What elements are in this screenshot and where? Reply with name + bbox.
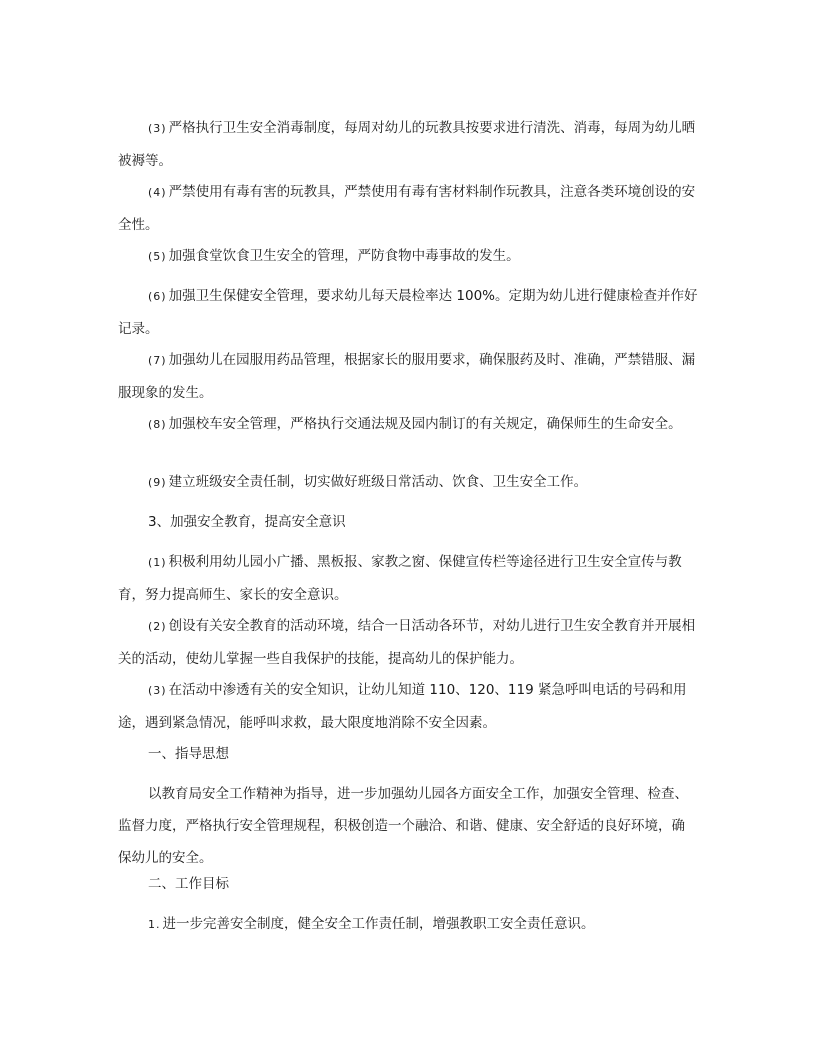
item-number: (7) [148, 354, 167, 367]
heading-text: 3、加强安全教育，提高安全意识 [148, 514, 346, 530]
paragraph-item-9 [118, 466, 698, 499]
item-number: (2) [148, 620, 167, 633]
paragraph-item-6 [118, 280, 698, 345]
paragraph-item-1 [118, 546, 698, 611]
paragraph-text: 在活动中渗透有关的安全知识，让幼儿知道 110、120、119 紧急呼叫电话的号码和用途，遇到紧急情况，能呼叫求救，最大限度地消除不安全因素。 [118, 682, 687, 731]
paragraph-guiding-ideology [118, 778, 698, 874]
paragraph-text: 创设有关安全教育的活动环境，结合一日活动各环节，对幼儿进行卫生安全教育并开展相关的活动，使幼儿掌握一些自我保护的技能，提高幼儿的保护能力。 [118, 618, 696, 667]
paragraph-text: 加强食堂饮食卫生安全的管理，严防食物中毒事故的发生。 [168, 248, 520, 264]
paragraph-text: 加强卫生保健安全管理，要求幼儿每天晨检率达 100%。定期为幼儿进行健康检查并作好记录。 [118, 288, 698, 337]
paragraph-text: 进一步完善安全制度，健全安全工作责任制，增强教职工安全责任意识。 [162, 916, 595, 932]
item-number: (1) [148, 556, 167, 569]
section-heading-safety-education [148, 506, 346, 538]
item-number: 1. [148, 918, 161, 931]
item-number: (6) [148, 290, 167, 303]
paragraph-text: 积极利用幼儿园小广播、黑板报、家教之窗、保健宣传栏等途径进行卫生安全宣传与教育，努力提高师生、家长的安全意识。 [118, 554, 682, 603]
heading-text: 一、指导思想 [148, 746, 229, 762]
paragraph-text: 严禁使用有毒有害的玩教具，严禁使用有毒有害材料制作玩教具，注意各类环境创设的安全性。 [118, 184, 696, 233]
paragraph-item-3 [118, 112, 698, 177]
paragraph-text: 以教育局安全工作精神为指导，进一步加强幼儿园各方面安全工作，加强安全管理、检查、监督力度，严格执行安全管理规程，积极创造一个融洽、和谐、健康、安全舒适的良好环境，确保幼儿的安全。 [118, 786, 688, 866]
item-number: (3) [148, 122, 167, 135]
item-number: (4) [148, 186, 167, 199]
paragraph-item-4 [118, 176, 698, 241]
paragraph-text: 加强校车安全管理，严格执行交通法规及园内制订的有关规定，确保师生的生命安全。 [168, 416, 682, 432]
paragraph-item-7 [118, 344, 698, 409]
paragraph-item-8 [118, 408, 698, 441]
item-number: (5) [148, 250, 167, 263]
item-number: (9) [148, 476, 167, 489]
section-heading-guiding-ideology [148, 738, 229, 770]
paragraph-item-2 [118, 610, 698, 675]
paragraph-item-3b [118, 674, 698, 739]
item-number: (3) [148, 684, 167, 697]
item-number: (8) [148, 418, 167, 431]
paragraph-goal-1 [118, 908, 698, 941]
paragraph-item-5 [118, 240, 698, 273]
heading-text: 二、工作目标 [148, 876, 229, 892]
paragraph-text: 加强幼儿在园服用药品管理，根据家长的服用要求，确保服药及时、准确，严禁错服、漏服现象的发生。 [118, 352, 696, 401]
paragraph-text: 建立班级安全责任制，切实做好班级日常活动、饮食、卫生安全工作。 [168, 474, 588, 490]
paragraph-text: 严格执行卫生安全消毒制度，每周对幼儿的玩教具按要求进行清洗、消毒，每周为幼儿晒被褥等。 [118, 120, 696, 169]
section-heading-work-goals [148, 868, 229, 900]
